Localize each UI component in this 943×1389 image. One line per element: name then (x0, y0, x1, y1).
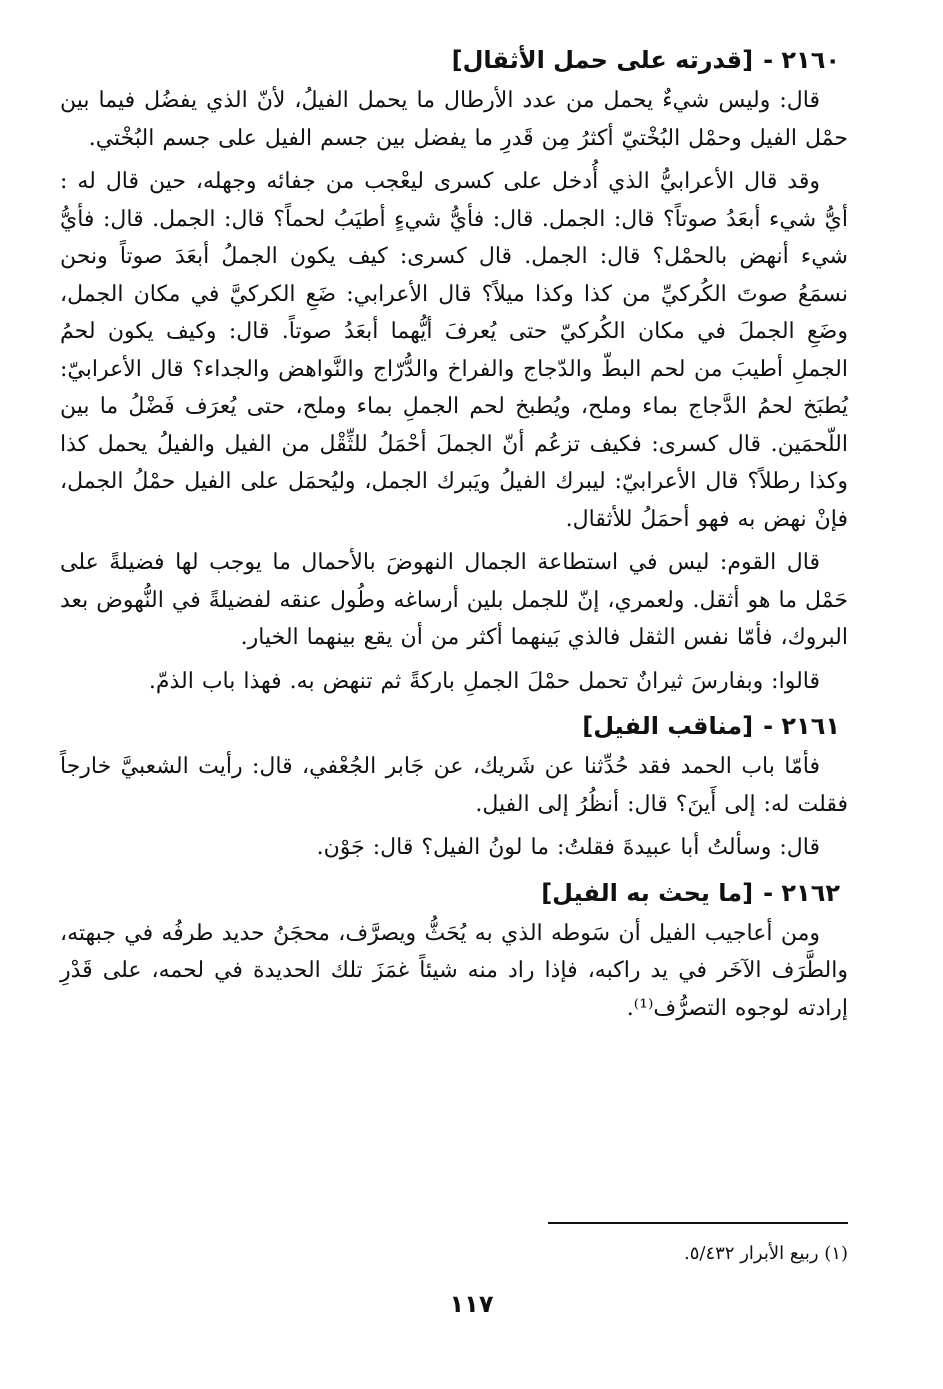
paragraph: ومن أعاجيب الفيل أن سَوطه الذي به يُحَثُّ ويصرَّف، محجَنُ حديد طرفُه في جبهته، والطَّرَف الآخَر في يد راكبه، فإذا راد منه شيئاً غمَزَ تلك الحديدة في لحمه، على قَدْرِ إرادته لوجوه التصرُّف⁽¹⁾. (60, 920, 848, 1021)
section-heading (60, 873, 840, 913)
section-2161 (60, 706, 848, 867)
page-body (60, 40, 848, 1033)
section-title: [ما يحث به الفيل] (541, 878, 754, 907)
footnote: (١) ربيع الأبرار ٥/٤٣٢. (684, 1243, 848, 1264)
paragraph: قالوا: وبفارسَ ثيرانٌ تحمل حمْلَ الجملِ باركةً ثم تنهض به. فهذا باب الذمّ. (148, 668, 820, 694)
section-heading (60, 706, 840, 746)
section-number: ٢١٦٢ - (763, 878, 840, 907)
paragraph: قال: وسألتُ أبا عبيدةَ فقلتُ: ما لونُ الفيل؟ قال: جَوْن. (316, 835, 820, 860)
section-heading (60, 40, 840, 80)
footnote-divider (548, 1222, 848, 1224)
paragraph: قال: وليس شيءٌ يحمل من عدد الأرطال ما يحمل الفيلُ، لأنّ الذي يفضُل فيما بين حمْل الفيل وحمْل البُخْتيّ أكثرُ مِن قَدرِ ما يفضل بين جسم الفيل على جسم البُخْتي. (60, 88, 848, 151)
paragraph: قال القوم: ليس في استطاعة الجمال النهوضَ بالأحمال ما يوجب لها فضيلةً على حَمْل ما هو أثقل. ولعمري، إنّ للجمل بلين أرساغه وطُول عنقه لفضيلةً في النُّهوض بعد البروك، فأمّا نفس الثقل فالذي بَينهما أكثر من أن يقع بينهما الخيار. (60, 550, 848, 650)
paragraph: وقد قال الأعرابيُّ الذي أُدخل على كسرى ليعْجب من جفائه وجهله، حين قال له : أيُّ شيء أبعَدُ صوتاً؟ قال: الجمل. قال: فأيُّ شيءٍ أطيَبُ لحماً؟ قال: الجمل. قال: فأيُّ شيء أنهض بالحمْل؟ قال: الجمل. قال كسرى: كيف يكون الجملُ أبعَدَ صوتاً ونحن نسمَعُ صوتَ الكُركيِّ من كذا وكذا ميلاً؟ قال الأعرابي: ضَعِ الكركيَّ في مكان الجمل، وضَعِ الجملَ في مكان الكُركيّ حتى يُعرفَ أيُّهما أبعَدُ صوتاً. قال: وكيف يكون لحمُ الجملِ أطيبَ من لحم البطّ والدّجاج والفراخ والدُّرّاج والنَّواهض والجداء؟ قال الأعرابيّ: يُطبَخ لحمُ الدَّجاج بماء وملح، ويُطبخ لحم الجملِ بماء وملح، حتى يُعرَف فَضْلُ ما بين اللّحمَين. قال كسرى: فكيف تزعُم أنّ الجملَ أحْمَلُ للثِّقْل من الفيل والفيلُ يحمل كذا وكذا رطلاً؟ قال الأعرابيّ: ليبرك الفيلُ ويَبرك الجمل، وليُحمَل على الفيل حمْلُ الجمل، فإنْ نهض به فهو أحمَلُ للأثقال. (60, 169, 848, 532)
section-title: [قدرته على حمل الأثقال] (451, 46, 754, 74)
paragraph: فأمّا باب الحمد فقد حُدِّثنا عن شَريك، عن جَابر الجُعْفي، قال: رأيت الشعبيَّ خارجاً فقلت له: إلى أَينَ؟ قال: أنظُرُ إلى الفيل. (60, 754, 848, 817)
section-2162 (60, 873, 848, 1028)
page-number: ١١٧ (449, 1290, 494, 1318)
section-title: [مناقب الفيل] (582, 712, 754, 740)
section-number: ٢١٦٠ - (763, 46, 840, 74)
section-number: ٢١٦١ - (763, 712, 840, 740)
section-2160 (60, 40, 848, 700)
